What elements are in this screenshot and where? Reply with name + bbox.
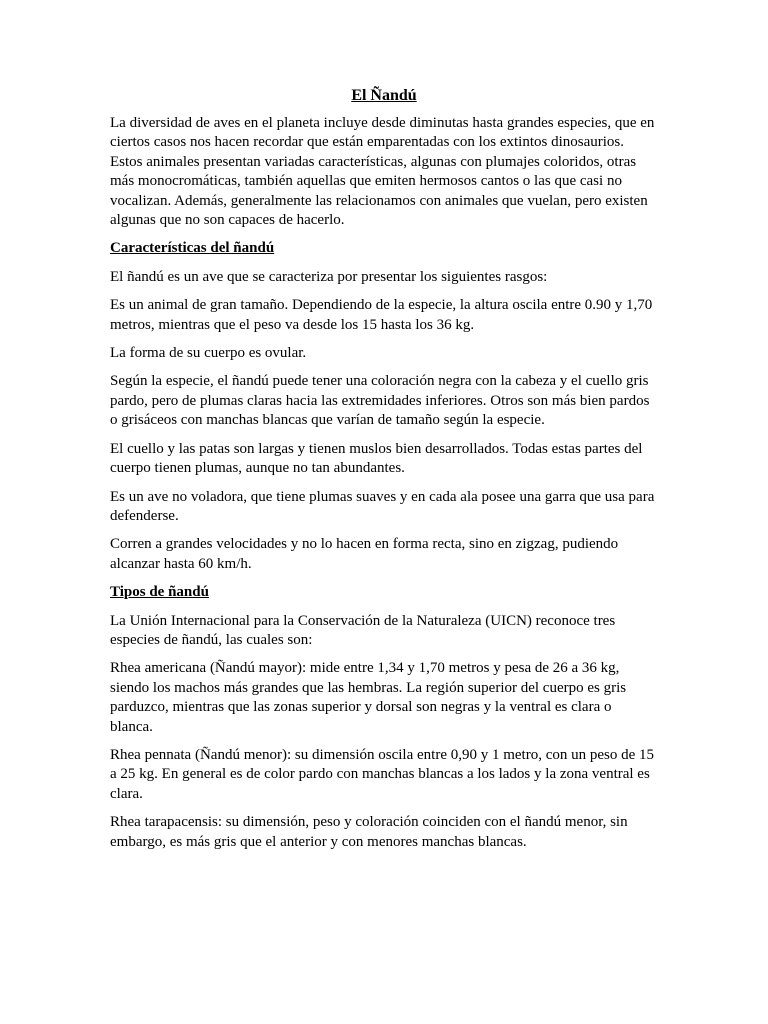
paragraph: La forma de su cuerpo es ovular. [110,345,307,362]
paragraph: Rhea americana (Ñandú mayor): mide entre 1,34 y 1,70 metros y pesa de 26 a 36 kg, siendo los machos más grandes que las hembras. La región superior del cuerpo es gris parduzco, mientras que las zonas superior y dorsal son negras y la ventral es clara o blanca. [110,660,627,735]
paragraph: Corren a grandes velocidades y no lo hacen en forma recta, sino en zigzag, pudiendo alcanzar hasta 60 km/h. [110,536,619,572]
paragraph: Es un animal de gran tamaño. Dependiendo de la especie, la altura oscila entre 0.90 y 1,70 metros, mientras que el peso va desde los 15 hasta los 36 kg. [110,297,653,333]
paragraph: Rhea pennata (Ñandú menor): su dimensión oscila entre 0,90 y 1 metro, con un peso de 15 a 25 kg. En general es de color pardo con manchas blancas a los lados y la zona ventral es clara. [110,746,655,802]
paragraph: El ñandú es un ave que se caracteriza por presentar los siguientes rasgos: [110,268,548,285]
intro-paragraph: La diversidad de aves en el planeta incluye desde diminutas hasta grandes especies, que en ciertos casos nos hacen recordar que están emparentadas con los extintos dinosaurios. Estos animales presentan variadas características, algunas con plumajes coloridos, otras más monocromáticas, también aquellas que emiten hermosos cantos o las que casi no vocalizan. Además, generalmente las relacionamos con animales que vuelan, pero existen algunas que no son capaces de hacerlo. [110,115,655,229]
paragraph: Rhea tarapacensis: su dimensión, peso y coloración coinciden con el ñandú menor, sin embargo, es más gris que el anterior y con menores manchas blancas. [110,814,628,850]
paragraph: Es un ave no voladora, que tiene plumas suaves y en cada ala posee una garra que usa para defenderse. [110,488,655,524]
section-heading-caracteristicas: Características del ñandú [110,240,275,257]
section-heading-tipos: Tipos de ñandú [110,584,209,601]
paragraph: El cuello y las patas son largas y tienen muslos bien desarrollados. Todas estas partes del cuerpo tienen plumas, aunque no tan abundantes. [110,440,643,477]
paragraph: Según la especie, el ñandú puede tener una coloración negra con la cabeza y el cuello gris pardo, pero de plumas claras hacia las extremidades inferiores. Otros son más bien pardos o grisáceos con manchas blancas que varían de tamaño según la especie. [110,373,650,429]
document-title: El Ñandú [351,87,417,104]
paragraph: La Unión Internacional para la Conservación de la Naturaleza (UICN) reconoce tres especies de ñandú, las cuales son: [110,612,616,648]
